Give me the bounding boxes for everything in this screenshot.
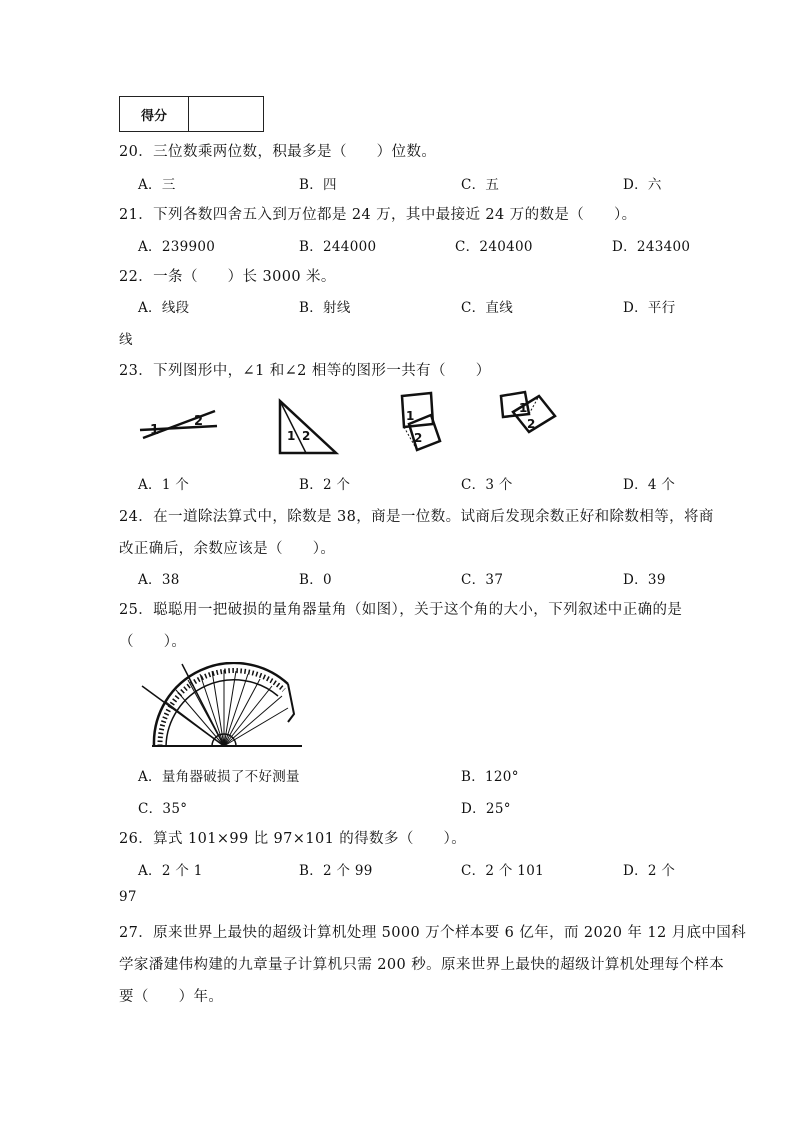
q20-option-a[interactable]: A．三 xyxy=(138,177,176,193)
q20-option-d[interactable]: D．六 xyxy=(623,177,662,193)
question-23: 23．下列图形中，∠1 和∠2 相等的图形一共有（ ） xyxy=(119,363,491,379)
svg-text:2: 2 xyxy=(194,414,204,429)
svg-text:2: 2 xyxy=(414,431,423,445)
question-27-line-3: 要（ ）年。 xyxy=(119,989,224,1005)
question-25-line-1: 25．聪聪用一把破损的量角器量角（如图），关于这个角的大小，下列叙述中正确的是 xyxy=(119,602,683,618)
q25-protractor-figure xyxy=(138,662,308,754)
q22-option-a[interactable]: A．线段 xyxy=(138,300,190,316)
q20-option-b[interactable]: B．四 xyxy=(299,177,337,193)
q21-option-d[interactable]: D．243400 xyxy=(612,239,691,255)
svg-text:1: 1 xyxy=(406,409,415,423)
q26-option-d-wrap: 97 xyxy=(119,889,137,905)
question-26: 26．算式 101×99 比 97×101 的得数多（ ）。 xyxy=(119,831,467,847)
question-27-line-1: 27．原来世界上最快的超级计算机处理 5000 万个样本要 6 亿年，而 2020 年 12 月底中国科 xyxy=(119,925,747,941)
q24-option-b[interactable]: B．0 xyxy=(299,572,332,588)
question-25-line-2: （ ）。 xyxy=(119,634,187,650)
q22-option-b[interactable]: B．射线 xyxy=(299,300,351,316)
q22-option-d-wrap: 线 xyxy=(119,332,133,348)
q24-option-c[interactable]: C．37 xyxy=(461,572,504,588)
q26-option-c[interactable]: C．2 个 101 xyxy=(461,863,544,879)
q23-option-c[interactable]: C．3 个 xyxy=(461,477,513,493)
q26-option-b[interactable]: B．2 个 99 xyxy=(299,863,373,879)
q23-option-d[interactable]: D．4 个 xyxy=(623,477,676,493)
score-label: 得分 xyxy=(120,97,189,131)
q22-option-d[interactable]: D．平行 xyxy=(623,300,676,316)
q21-option-b[interactable]: B．244000 xyxy=(299,239,377,255)
question-20: 20．三位数乘两位数，积最多是（ ）位数。 xyxy=(119,144,437,160)
svg-text:2: 2 xyxy=(527,417,536,431)
question-24-line-2: 改正确后，余数应该是（ ）。 xyxy=(119,541,336,557)
question-21: 21．下列各数四舍五入到万位都是 24 万，其中最接近 24 万的数是（ ）。 xyxy=(119,207,637,223)
q25-option-b[interactable]: B．120° xyxy=(461,769,519,785)
q23-figure-2 xyxy=(272,395,342,457)
svg-text:2: 2 xyxy=(302,429,311,443)
q24-option-a[interactable]: A．38 xyxy=(138,572,180,588)
svg-text:1: 1 xyxy=(287,429,296,443)
q21-option-c[interactable]: C．240400 xyxy=(455,239,533,255)
q25-option-c[interactable]: C．35° xyxy=(138,801,188,817)
q21-option-a[interactable]: A．239900 xyxy=(138,239,216,255)
q23-figure-3 xyxy=(395,390,447,458)
q24-option-d[interactable]: D．39 xyxy=(623,572,666,588)
q25-option-d[interactable]: D．25° xyxy=(461,801,511,817)
svg-text:1: 1 xyxy=(519,401,528,415)
q23-option-a[interactable]: A．1 个 xyxy=(138,477,190,493)
q25-option-a[interactable]: A．量角器破损了不好测量 xyxy=(138,769,300,785)
question-24-line-1: 24．在一道除法算式中，除数是 38，商是一位数。试商后发现余数正好和除数相等，将商 xyxy=(119,509,714,525)
q26-option-d[interactable]: D．2 个 xyxy=(623,863,676,879)
score-table xyxy=(119,96,264,132)
score-value-box[interactable] xyxy=(189,97,263,131)
q23-figure-1 xyxy=(135,400,225,445)
question-22: 22．一条（ ）长 3000 米。 xyxy=(119,269,336,285)
q22-option-c[interactable]: C．直线 xyxy=(461,300,514,316)
q23-figure-4 xyxy=(497,390,562,438)
q23-option-b[interactable]: B．2 个 xyxy=(299,477,351,493)
q26-option-a[interactable]: A．2 个 1 xyxy=(138,863,203,879)
question-27-line-2: 学家潘建伟构建的九章量子计算机只需 200 秒。原来世界上最快的超级计算机处理每个样本 xyxy=(119,957,725,973)
svg-text:1: 1 xyxy=(150,423,160,438)
q20-option-c[interactable]: C．五 xyxy=(461,177,500,193)
